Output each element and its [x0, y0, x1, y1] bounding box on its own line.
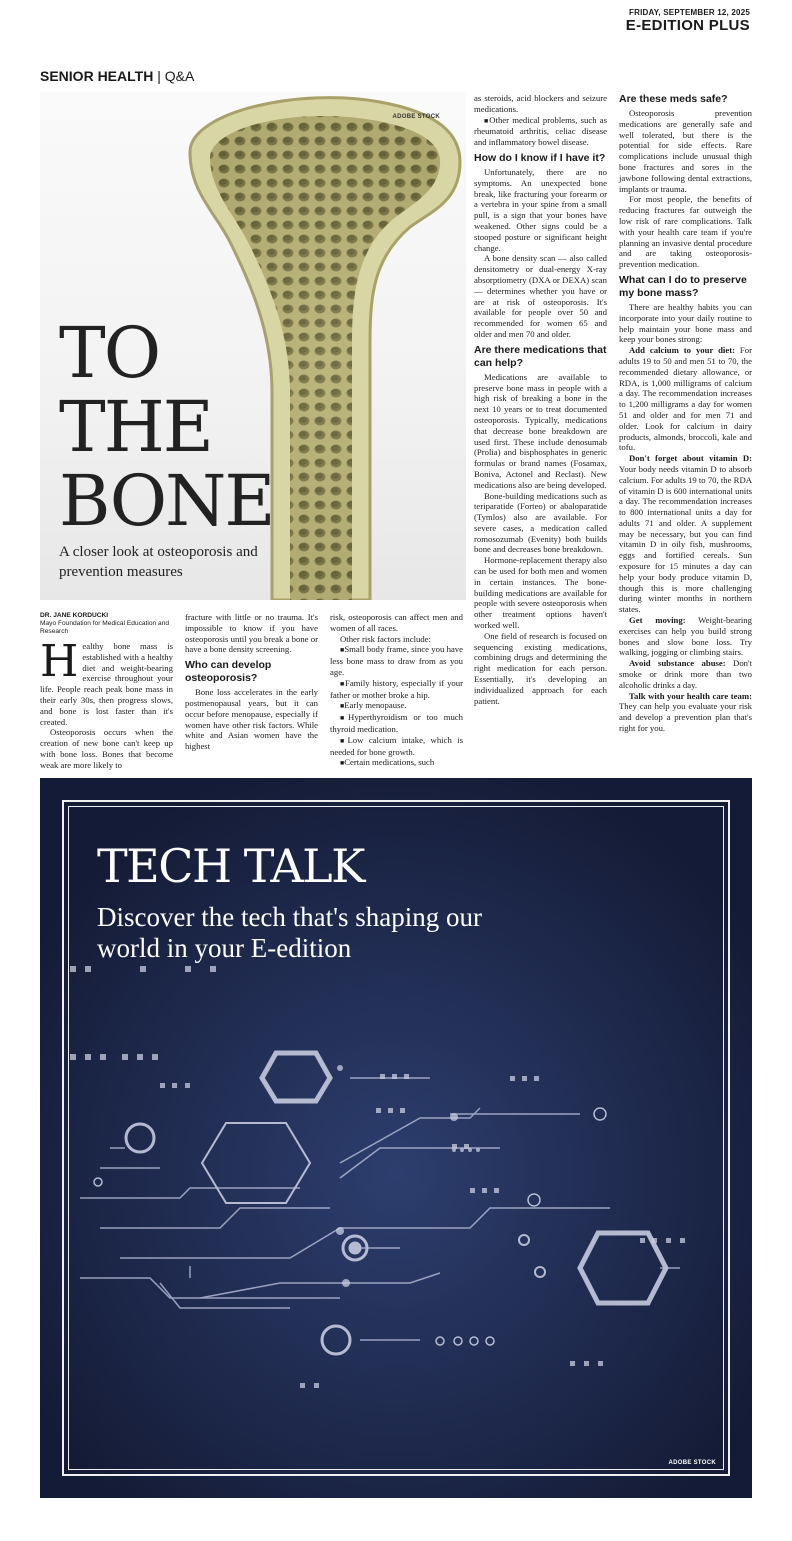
risk-bullet: ■ Small body frame, since you have less bone mass to draw from as you age. — [330, 644, 463, 677]
ad-subtitle: Discover the tech that's shaping our world in your E-edition — [97, 902, 483, 963]
subhead: Are there medications that can help? — [474, 343, 607, 369]
lead-text: ealthy bone mass is established with a healthy diet and weight-bearing exercise throughout your life. People reach peak bone mass in their early 30s, then progress slows, and bone is lost faster than it's created. — [40, 641, 173, 727]
tip-item — [619, 345, 752, 453]
paragraph: Osteoporosis occurs when the creation of new bone can't keep up with bone loss. Bones that become weak are more likely to — [40, 727, 173, 770]
hero-image — [40, 92, 466, 600]
drop-cap: H — [40, 636, 79, 687]
tip-text: For adults 19 to 50 and men 51 to 70, the recommended dietary allowance, or RDA, is 1,000 milligrams of calcium a day. The recommendation increases to 1,200 milligrams a day for women 51 and older and for men 71 and older. Look for calcium in dairy products, almonds, broccoli, kale and tofu. — [619, 345, 752, 453]
section-name: SENIOR HEALTH — [40, 68, 154, 84]
subhead: Who can develop osteoporosis? — [185, 659, 272, 685]
tech-talk-ad[interactable] — [40, 778, 752, 1498]
risk-bullet: ■ Certain medications, such — [330, 757, 463, 769]
headline-line-1: TO — [59, 312, 160, 394]
risk-bullet: ■ Low calcium intake, which is needed for bone growth. — [330, 735, 463, 758]
headline — [59, 312, 274, 542]
subhead: How do I know if I have it? — [474, 151, 606, 164]
ad-title: TECH TALK — [97, 839, 364, 893]
tip-text: Don't smoke or drink more than two alcoholic drinks a day. — [619, 658, 752, 690]
paragraph: Medications are available to preserve bone mass in people with a high risk of breaking a bone in the next 10 years or to treat documented osteoporosis. Typically, medications that decrease bone breakdown are used first. These include denosumab (Prolia) and bisphosphates in generic formulas or brand names (Fosamax, Boniva, Actonel and Reclast). New medications also are being developed. — [474, 371, 607, 490]
tip-label: Get moving: — [629, 615, 686, 626]
deck-subtitle: A closer look at osteoporosis and prevention measures — [59, 544, 258, 580]
paragraph: Unfortunately, there are no symptoms. An unexpected bone break, like fracturing your forearm or a vertebra in your spine from a small pull, is a sign that your bones have weakened. Other signs could be a stooped posture or significant height change. — [474, 166, 607, 253]
paragraph: risk, osteoporosis can affect men and women of all races. — [330, 612, 463, 633]
article-column-3 — [330, 612, 463, 769]
tip-item — [619, 691, 752, 734]
tip-label: Talk with your health care team: — [629, 690, 752, 701]
article-column-5 — [619, 93, 752, 734]
paragraph: Osteoporosis prevention medications are generally safe and well tolerated, but there is the potential for side effects. Rare complications include unusual thigh bone fractures and sores in the jawbone following dental extractions, implants or trauma. — [619, 108, 752, 194]
hero-credit: ADOBE STOCK — [392, 114, 440, 120]
paragraph: One field of research is focused on sequencing existing medications, combining drugs and determining the right medication for each person. Essentially, it's developing an individualized approach for each patient. — [474, 630, 607, 706]
tip-text: They can help you evaluate your risk and develop a prevention plan that's right for you. — [619, 701, 752, 734]
section-label — [40, 68, 194, 84]
tip-item — [619, 615, 752, 658]
paragraph: Other risk factors include: — [340, 633, 431, 644]
risk-bullet: ■ Family history, especially if your father or mother broke a hip. — [330, 678, 463, 701]
paragraph: A bone density scan — also called densitometry or dual-energy X-ray absorptiometry (DXA or DEXA) scan — determines whether you have or are at risk of osteoporosis. It's available for people over 50 and recommended for women 65 and older and men 70 and older. — [474, 253, 607, 339]
subhead: Are these meds safe? — [619, 93, 728, 105]
subhead: What can I do to preserve my bone mass? — [619, 273, 747, 299]
tip-item — [619, 453, 752, 615]
section-separator: | — [153, 68, 165, 84]
byline-name: DR. JANE KORDUCKI — [40, 612, 109, 619]
article-column-2 — [185, 612, 318, 752]
byline-org: Mayo Foundation for Medical Education and Research — [40, 620, 170, 635]
risk-bullet: ■ Other medical problems, such as rheumatoid arthritis, celiac disease and inflammatory bowel disease. — [474, 115, 607, 148]
tip-label: Add calcium to your diet: — [629, 345, 735, 356]
edition-date: FRIDAY, SEPTEMBER 12, 2025 — [629, 8, 750, 17]
tip-label: Avoid substance abuse: — [629, 658, 726, 669]
paragraph: as steroids, acid blockers and seizure medications. — [474, 93, 607, 114]
paragraph: There are healthy habits you can incorporate into your daily routine to help maintain your bone mass and keep your bones strong: — [619, 301, 752, 345]
paragraph: For most people, the benefits of reducing fractures far outweigh the low risk of rare complications. Talk with your health care team if you're planning an invasive dental procedure and are taking osteoporosis-prevention medication. — [619, 194, 752, 270]
paragraph: fracture with little or no trauma. It's impossible to know if you have osteoporosis until you break a bone or have a bone density screening. — [185, 612, 318, 655]
risk-bullet: ■ Hyperthyroidism or too much thyroid medication. — [330, 712, 463, 735]
risk-bullet: ■ Early menopause. — [330, 700, 463, 712]
paragraph: Hormone-replacement therapy also can be used for both men and women in certain instances. The bone-building medications are available for people with severe osteoporosis when other treatment options haven't worked well. — [474, 555, 607, 631]
article-column-1 — [40, 612, 173, 771]
edition-brand: E-EDITION PLUS — [625, 17, 750, 34]
paragraph: Bone-building medications such as teriparatide (Forteo) or abaloparatide (Tymlos) also are available. For severe cases, a medication called romosozumab (Evenity) both builds bone and decreases bone breakdown. — [474, 490, 607, 555]
paragraph: Bone loss accelerates in the early postmenopausal years, but it can occur before menopause, especially if women have other risk factors. While white and Asian women have the highest — [185, 687, 318, 752]
tip-item — [619, 658, 752, 690]
byline — [40, 612, 173, 636]
tip-text: Your body needs vitamin D to absorb calcium. For adults 19 to 70, the RDA of vitamin D is 600 international units a day. The recommendation increases to 800 international units a day for adults 71 and older. A supplement may be necessary, but you can find vitamin D in oily fish, mushrooms, eggs and fortified cereals. Sun exposure for 15 minutes a day can help your body produce vitamin D, though this is more challenging during winter months in northern states. — [619, 463, 752, 615]
lead-paragraph — [40, 636, 173, 727]
ad-credit: ADOBE STOCK — [668, 1460, 716, 1466]
headline-line-3: BONE — [59, 460, 274, 542]
tip-label: Don't forget about vitamin D: — [629, 453, 752, 464]
section-type: Q&A — [164, 68, 195, 84]
headline-line-2: THE — [59, 386, 212, 468]
article-column-4 — [474, 93, 607, 706]
masthead — [626, 8, 750, 34]
tip-text: Weight-bearing exercises can help you build strong bones and slow bone loss. Try walking, jogging or climbing stairs. — [619, 615, 752, 658]
